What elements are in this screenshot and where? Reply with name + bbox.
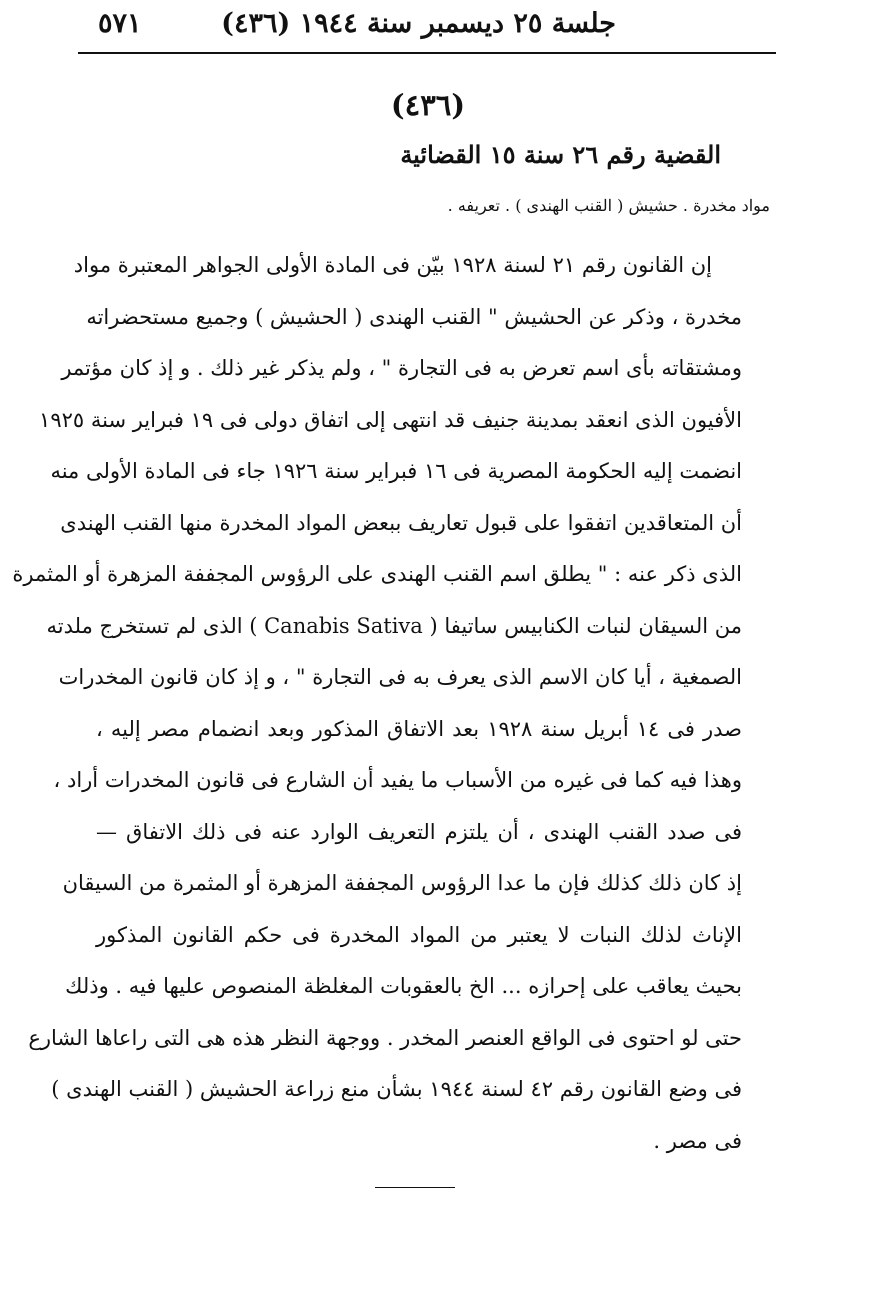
- text-line: مخدرة ، وذكر عن الحشيش " القنب الهندى ( الحشيش ) وجميع مستحضراته: [86, 304, 742, 329]
- text-line: من السيقان لنبات الكنابيس ساتيفا ( Canabis Sativa ) الذى لم تستخرج ملدته: [46, 613, 742, 638]
- text-line: وهذا فيه كما فى غيره من الأسباب ما يفيد أن الشارع فى قانون المخدرات أراد ،: [53, 768, 742, 792]
- text-line: فى وضع القانون رقم ٤٢ لسنة ١٩٤٤ بشأن منع زراعة الحشيش ( القنب الهندى ): [51, 1077, 742, 1101]
- header-rule: [78, 52, 776, 54]
- text-line: إذ كان ذلك كذلك فإن ما عدا الرؤوس المجففة المزهرة أو المثمرة من السيقان: [62, 871, 742, 895]
- text-line: انضمت إليه الحكومة المصرية فى ١٦ فبراير سنة ١٩٢٦ جاء فى المادة الأولى منه: [50, 459, 742, 483]
- text-line: فى مصر .: [653, 1128, 742, 1153]
- ruling-text: [12, 240, 743, 1167]
- header-title: جلسة ٢٥ ديسمبر سنة ١٩٤٤ (٤٣٦): [221, 8, 616, 39]
- text-line: الإناث لذلك النبات لا يعتبر من المواد المخدرة فى حكم القانون المذكور: [96, 922, 742, 947]
- text-line: حتى لو احتوى فى الواقع العنصر المخدر . ووجهة النظر هذه هى التى راعاها الشارع: [28, 1025, 742, 1050]
- text-line: الأفيون الذى انعقد بمدينة جنيف قد انتهى إلى اتفاق دولى فى ١٩ فبراير سنة ١٩٢٥: [39, 407, 742, 432]
- text-line: إن القانون رقم ٢١ لسنة ١٩٢٨ بيّن فى المادة الأولى الجواهر المعتبرة مواد: [73, 253, 712, 277]
- text-line: الذى ذكر عنه : " يطلق اسم القنب الهندى على الرؤوس المجففة المزهرة أو المثمرة: [12, 562, 742, 586]
- text-line: ومشتقاته بأى اسم تعرض به فى التجارة " ، ولم يذكر غير ذلك . و إذ كان مؤتمر: [61, 356, 742, 380]
- text-line: بحيث يعاقب على إحرازه ... الخ بالعقوبات المغلظة المنصوص عليها فيه . وذلك: [65, 974, 742, 998]
- text-line: فى صدد القنب الهندى ، أن يلتزم التعريف الوارد عنه فى ذلك الاتفاق —: [96, 819, 742, 844]
- case-number: (٤٣٦): [390, 88, 466, 122]
- running-header: [80, 8, 776, 48]
- text-line: صدر فى ١٤ أبريل سنة ١٩٢٨ بعد الاتفاق المذكور وبعد انضمام مصر إليه ،: [96, 716, 743, 741]
- closing-rule: [375, 1187, 455, 1188]
- page-number: ٥٧١: [98, 8, 142, 39]
- case-id: القضية رقم ٢٦ سنة ١٥ القضائية: [400, 140, 721, 169]
- case-keywords: مواد مخدرة . حشيش ( القنب الهندى ) . تعريفه .: [447, 196, 770, 215]
- text-line: الصمغية ، أيا كان الاسم الذى يعرف به فى التجارة " ، و إذ كان قانون المخدرات: [58, 665, 742, 689]
- text-line: أن المتعاقدين اتفقوا على قبول تعاريف ببعض المواد المخدرة منها القنب الهندى: [60, 510, 742, 535]
